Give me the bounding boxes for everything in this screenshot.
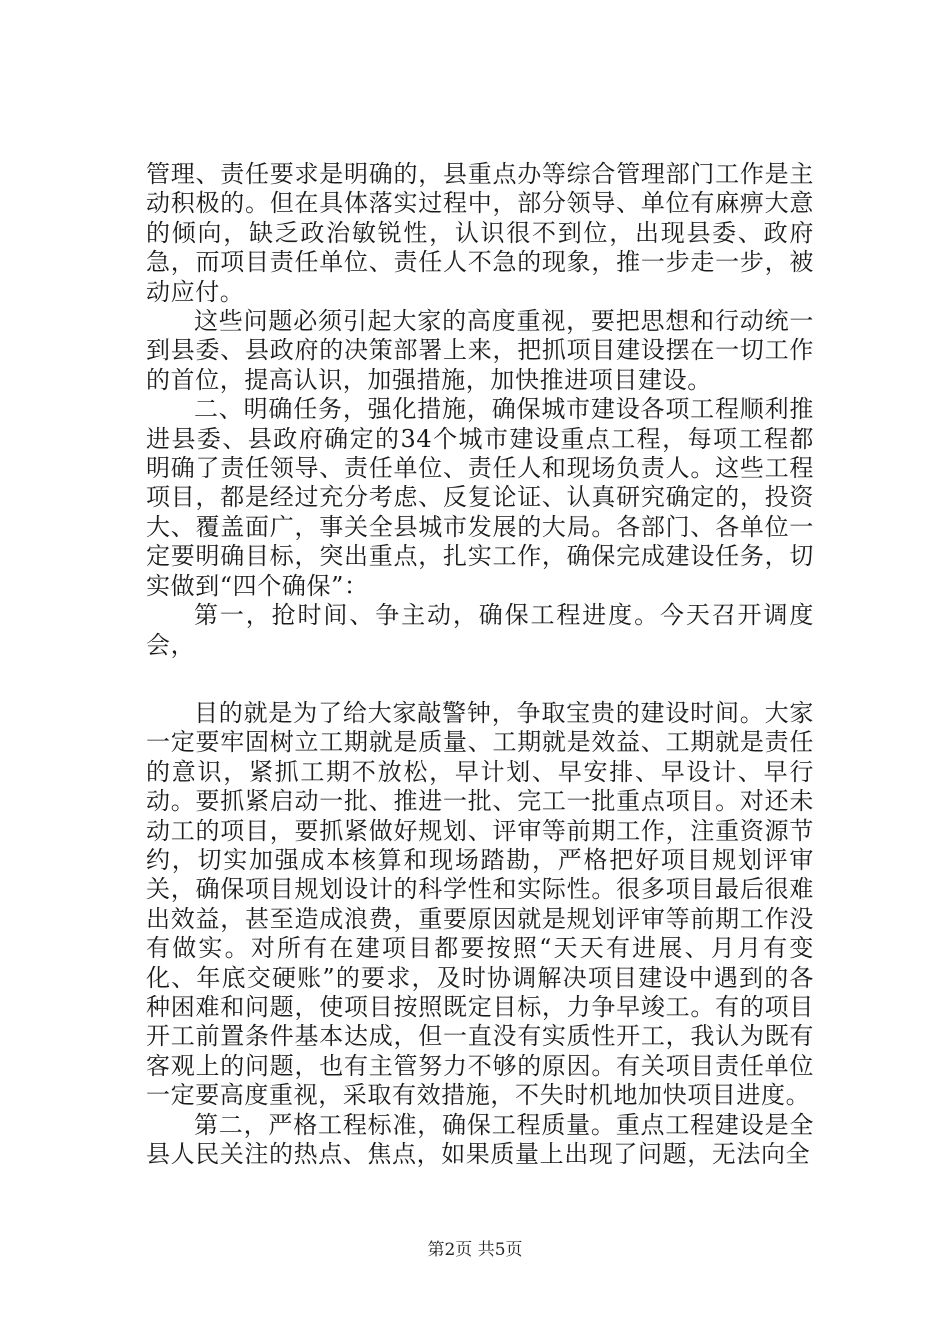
paragraph: 这些问题必须引起大家的高度重视，要把思想和行动统一到县委、县政府的决策部署上来，把抓项目建设摆在一切工作的首位，提高认识，加强措施，加快推进项目建设。 — [146, 307, 814, 394]
paragraph: 二、明确任务，强化措施，确保城市建设各项工程顺利推进县委、县政府确定的34个城市建设重点工程，每项工程都明确了责任领导、责任单位、责任人和现场负责人。这些工程项目，都是经过充分考虑、反复论证、认真研究确定的，投资大、覆盖面广，事关全县城市发展的大局。各部门、各单位一定要明确目标，突出重点，扎实工作，确保完成建设任务，切实做到“四个确保”： — [146, 395, 814, 600]
text-block-lower — [146, 699, 814, 1170]
text-block-upper — [146, 160, 814, 660]
paragraph: 第二，严格工程标准，确保工程质量。重点工程建设是全县人民关注的热点、焦点，如果质量上出现了问题，无法向全 — [146, 1110, 814, 1169]
page-number-footer: 第2页 共5页 — [427, 1240, 523, 1260]
paragraph: 第一，抢时间、争主动，确保工程进度。今天召开调度会， — [146, 601, 814, 659]
paragraph: 管理、责任要求是明确的，县重点办等综合管理部门工作是主动积极的。但在具体落实过程中，部分领导、单位有麻痹大意的倾向，缺乏政治敏锐性，认识很不到位，出现县委、政府急，而项目责任单位、责任人不急的现象，推一步走一步，被动应付。 — [146, 160, 814, 306]
paragraph: 目的就是为了给大家敲警钟，争取宝贵的建设时间。大家一定要牢固树立工期就是质量、工期就是效益、工期就是责任的意识，紧抓工期不放松，早计划、早安排、早设计、早行动。要抓紧启动一批、推进一批、完工一批重点项目。对还未动工的项目，要抓紧做好规划、评审等前期工作，注重资源节约，切实加强成本核算和现场踏勘，严格把好项目规划评审关，确保项目规划设计的科学性和实际性。很多项目最后很难出效益，甚至造成浪费，重要原因就是规划评审等前期工作没有做实。对所有在建项目都要按照“天天有进展、月月有变化、年底交硬账”的要求，及时协调解决项目建设中遇到的各种困难和问题，使项目按照既定目标，力争早竣工。有的项目开工前置条件基本达成，但一直没有实质性开工，我认为既有客观上的问题，也有主管努力不够的原因。有关项目责任单位一定要高度重视，采取有效措施，不失时机地加快项目进度。 — [146, 699, 814, 1110]
